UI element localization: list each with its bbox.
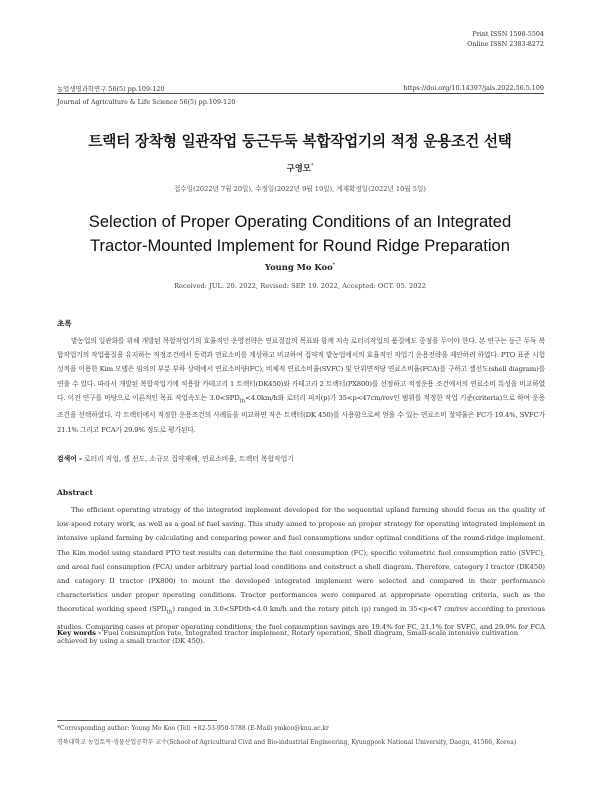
title-ko: 트랙터 장착형 일관작업 둥근두둑 복합작업기의 적정 운용조건 선택 — [88, 133, 512, 150]
online-issn: Online ISSN 2383-8272 — [467, 40, 544, 48]
author-ko-name: 구영모 — [286, 163, 311, 173]
keywords-ko-text: 로터리 작업, 셸 선도, 소규모 집약재배, 연료소비율, 트랙터 복합작업기 — [84, 455, 294, 463]
header-divider — [57, 93, 544, 94]
print-issn: Print ISSN 1598-5504 — [472, 30, 544, 38]
keywords-en — [57, 629, 545, 637]
dates-en: Received: JUL. 20. 2022, Revised: SEP. 19. 2022, Accepted: OCT. 05. 2022 — [173, 282, 427, 290]
footnote-affiliation: 경북대학교 농업토목·생물산업공학부 교수(School of Agricultural Civil and Bio-industrial Engineering, Kyungpook National University, Daegu, 41566, Korea) — [57, 739, 517, 746]
issn-block — [384, 29, 544, 49]
footnote-corresponding-author: *Corresponding author: Young Mo Koo (Tel) +82-53-950-5788 (E-Mail) ymkoo@knu.ac.kr — [57, 725, 329, 732]
keywords-en-text: Fuel consumption rate, Integrated tractor implement, Rotary operation, Shell diagram, Small-scale intensive cultivation — [103, 629, 519, 637]
author-ko-mark: * — [310, 163, 314, 170]
abstract-en-heading: Abstract — [57, 488, 94, 497]
journal-citation-en: Journal of Agriculture & Life Science 56(5) pp.109-120 — [57, 98, 236, 106]
title-en — [40, 210, 560, 257]
dates-ko: 접수일(2022년 7월 20일), 수정일(2022년 9월 19일), 게재확정일(2022년 10월 5일) — [174, 185, 426, 193]
abstract-ko-body: 밭농업의 일관화를 위해 개발된 복합작업기의 효율적인 운영전략은 연료절감의 목표와 함께 저속 로터리작업의 품질에도 중점을 두어야 한다. 본 연구는 둥근 두둑 복합작업기의 작업품질을 유지하는 적정조건에서 동력과 연료소비를 계상하고 비교하여 집약적 밭농업에서의 효율적인 작업기 운용전략을 제안하려 하였다. PTO 표준 시험성적을 이용한 Kim 모델은 임의의 부분 부하 상태에서 연료소비량(FC), 비체적 연료소비율(SVFC) 및 단위면적당 연료소비율(FCA)를 구하고 셸선도(shell diagram)를 연출 수 있다. 따라서 개발된 복합작업기에 적용할 카테고리 1 트랙터(DK450)와 카테고리 2 트랙터(PX800)를 선정하고 적정운용 조건에서의 연료소비 특성을 비교하였다. 이전 연구를 바탕으로 이론적인 목표 작업속도는 $3.0<SPD_{th}<4.0km/h$와 로터리 피치(p)가 35<p<47cm/rev인 범위를 적정한 작업 기준(criteria)으로 하여 운용조건을 선택하였다. 각 트랙터에서 적정한 운용조건의 사례들을 비교하면 작은 트랙터(DK 450)를 사용함으로써 얻을 수 있는 연료소비 절약율은 FC가 19.4%, SVFC가 21.1% 그리고 FCA가 29.9% 정도로 평가된다. — [57, 337, 545, 434]
author-ko — [0, 162, 600, 174]
journal-citation-ko: 농업생명과학연구 56(5) pp.109-120 — [57, 85, 165, 93]
title-en-line-2: Tractor-Mounted Implement for Round Ridge Preparation — [90, 235, 510, 255]
keywords-ko-label: 검색어 - — [57, 455, 82, 463]
keywords-en-label: Key words - — [57, 629, 102, 637]
footnote-divider — [57, 720, 217, 721]
doi-link[interactable]: https://doi.org/10.14397/jals.2022.56.5.109 — [403, 84, 544, 92]
author-en — [0, 262, 600, 272]
author-en-name: Young Mo Koo — [264, 262, 333, 272]
title-en-line-1: Selection of Proper Operating Conditions of an Integrated — [88, 212, 512, 231]
abstract-ko-heading: 초록 — [57, 319, 72, 328]
keywords-ko — [57, 453, 545, 463]
abstract-en-body: The efficient operating strategy of the integrated implement developed for the sequential upland farming should focus on the quality of low-speed rotary work, as well as a goal of fuel saving. This study aimed to propose an proper strategy for operating integrated implement in intensive upland farming by calculating and comparing power and fuel consumptions under optimal conditions of the round-ridge implement. The Kim model using standard PTO test results can determine the fuel consumption (FC), specific volumetric fuel consumption ratio (SVFC), and areal fuel consumption (FCA) under arbitrary partial load conditions and construct a shell diagram. Therefore, category I tractor (DK450) and category II tractor (PX800) to mount the developed integrated implement were selected and compared in their performance characteristics under proper operating conditions. Tractor performances were compared at appropriate operating criteria, such as the theoretical working speed $(SPD_{th})$ ranged in 3.0<SPDth<4.0 km/h and the rotary pitch (p) ranged in 35<p<47 cm/rev according to previous studies. Comparing cases at proper operating conditions, the fuel consumption savings are 19.4% for FC, 21.1% for SVFC, and 29.9% for FCA achieved by using a small tractor (DK 450). — [57, 506, 545, 646]
author-en-mark: * — [332, 262, 336, 269]
